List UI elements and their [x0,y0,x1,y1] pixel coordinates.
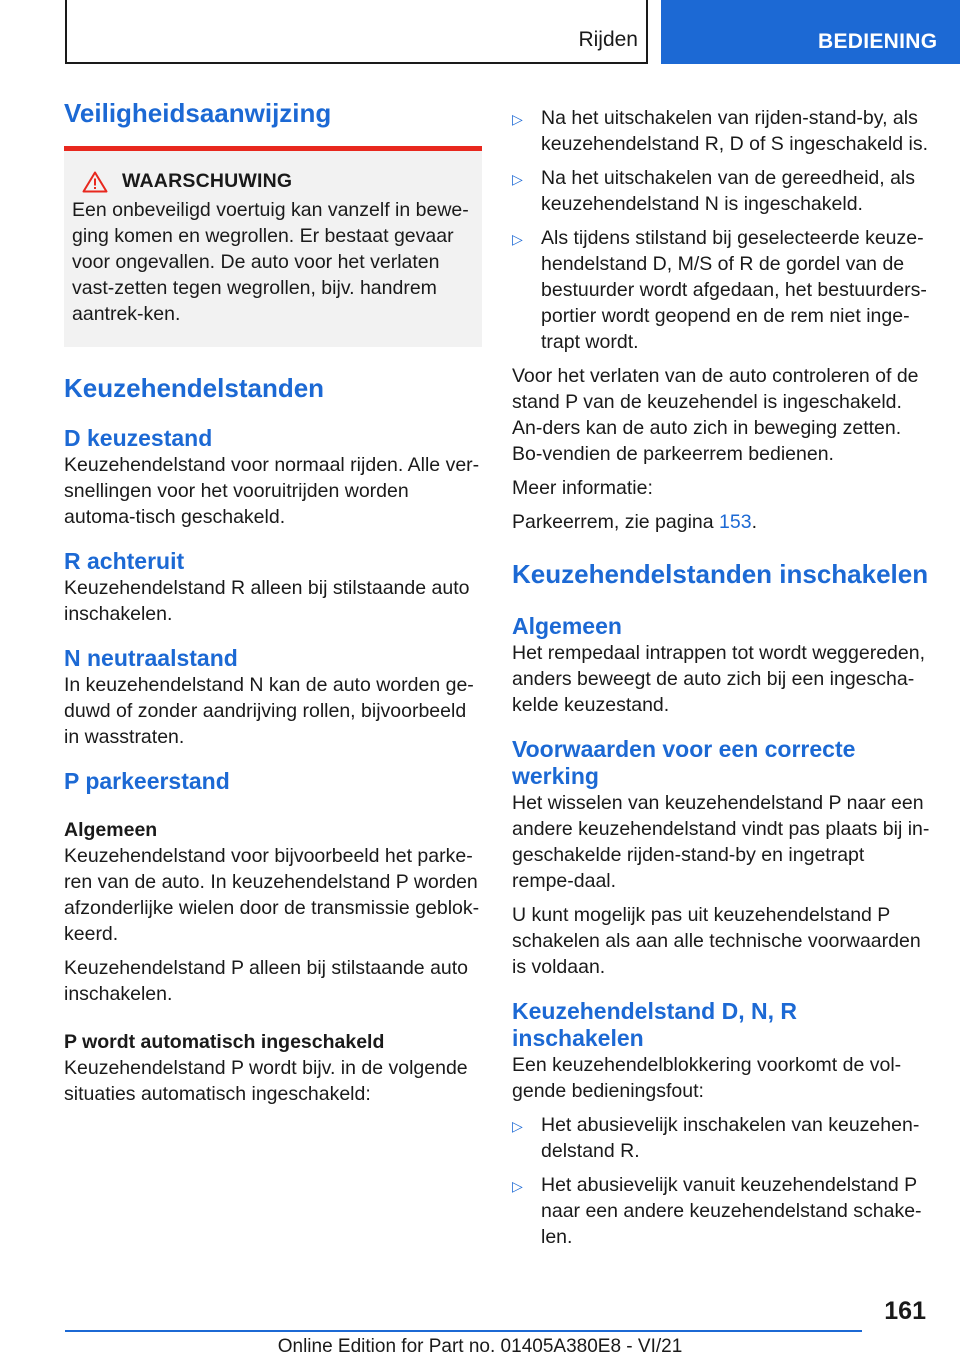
section-title: Rijden [578,28,638,51]
bullet-list-dnr [512,1112,930,1250]
heading-dnr: Keuzehendelstand D, N, R inschakelen [512,998,797,1051]
left-column [64,98,482,1115]
page-number: 161 [884,1297,926,1325]
text-reference: Parkeerrem, zie pagina 153. [512,511,757,533]
heading-engage: Keuzehendelstanden inschakelen [512,559,929,589]
text-more-info: Meer informatie: [512,477,653,499]
subheading-general-p: Algemeen [64,819,158,841]
heading-conditions: Voorwaarden voor een correcte werking [512,736,856,789]
triangle-bullet-icon: ▷ [512,231,523,247]
text-p-2: Keuzehendelstand P alleen bij stilstaande auto inschakelen. [64,957,469,1005]
subheading-p-auto: P wordt automatisch ingeschakeld [64,1031,385,1053]
warning-triangle-icon [82,171,108,193]
text-general: Het rempedaal intrappen tot wordt weggereden, anders beweegt de auto zich bij een ingescha-kelde keuzestand. [512,642,926,716]
warning-text: Een onbeveiligd voertuig kan vanzelf in bewe-ging komen en wegrollen. Er bestaat gevaar voor ongevallen. De auto voor het verlaten vast-zetten tegen wegrollen, bijv. handrem aantrek-ken. [72,199,469,325]
text-n: In keuzehendelstand N kan de auto worden ge-duwd of zonder aandrijving rollen, bijvoorbeeld in wasstraten. [64,674,474,748]
warning-title [72,170,474,193]
heading-n: N neutraalstand [64,645,238,671]
triangle-bullet-icon: ▷ [512,1178,523,1194]
warning-box [64,146,482,347]
header-section-box [65,0,648,64]
heading-r: R achteruit [64,548,185,574]
text-r: Keuzehendelstand R alleen bij stilstaande auto inschakelen. [64,577,470,625]
page-link-153[interactable]: 153 [719,511,752,533]
footer-edition: Online Edition for Part no. 01405A380E8 - VI/21 [277,1336,683,1357]
list-item: ▷ Als tijdens stilstand bij geselecteerde keuze-hendelstand D, M/S of R de gordel van de bestuurder wordt afgedaan, het bestuurders-portier wordt geopend en de rem niet inge-trapt wordt. [512,227,927,353]
chapter-tab [661,0,960,64]
heading-general: Algemeen [512,613,622,639]
list-item: ▷ Na het uitschakelen van de gereedheid, als keuzehendelstand N is ingeschakeld. [512,167,916,215]
chapter-title: BEDIENING [818,30,938,53]
text-conditions-2: U kunt mogelijk pas uit keuzehendelstand P schakelen als aan alle technische voorwaarden is voldaan. [512,904,921,978]
list-item: ▷ Het abusievelijk vanuit keuzehendelstand P naar een andere keuzehendelstand schake-len. [512,1174,922,1248]
footer-divider [65,1330,862,1332]
right-column [512,105,930,1258]
text-leaving: Voor het verlaten van de auto controleren of de stand P van de keuzehendel is ingeschakeld. An-ders kan de auto zich in beweging zetten. Bo-vendien de parkeerrem bedienen. [512,365,919,465]
list-item: ▷ Na het uitschakelen van rijden-stand-by, als keuzehendelstand R, D of S ingeschakeld is. [512,107,928,155]
heading-safety: Veiligheidsaanwijzing [64,98,332,128]
text-d: Keuzehendelstand voor normaal rijden. Alle ver-snellingen voor het vooruitrijden worden automa-tisch geschakeld. [64,454,480,528]
bullet-list-auto-p [512,105,930,355]
list-item: ▷ Het abusievelijk inschakelen van keuzehen-delstand R. [512,1114,920,1162]
heading-positions: Keuzehendelstanden [64,373,325,403]
triangle-bullet-icon: ▷ [512,111,523,127]
text-p-3: Keuzehendelstand P wordt bijv. in de volgende situaties automatisch ingeschakeld: [64,1057,468,1105]
text-p-1: Keuzehendelstand voor bijvoorbeeld het parke-ren van de auto. In keuzehendelstand P worden afzonderlijke wielen door de transmissie geblok-keerd. [64,845,480,945]
heading-p: P parkeerstand [64,768,230,794]
text-dnr: Een keuzehendelblokkering voorkomt de vol-gende bedieningsfout: [512,1054,902,1102]
warning-label: WAARSCHUWING [122,170,293,192]
heading-d: D keuzestand [64,425,213,451]
triangle-bullet-icon: ▷ [512,1118,523,1134]
text-conditions-1: Het wisselen van keuzehendelstand P naar een andere keuzehendelstand vindt pas plaats bij in-geschakelde rijden-stand-by en ingetrapt rempe-daal. [512,792,930,892]
triangle-bullet-icon: ▷ [512,171,523,187]
